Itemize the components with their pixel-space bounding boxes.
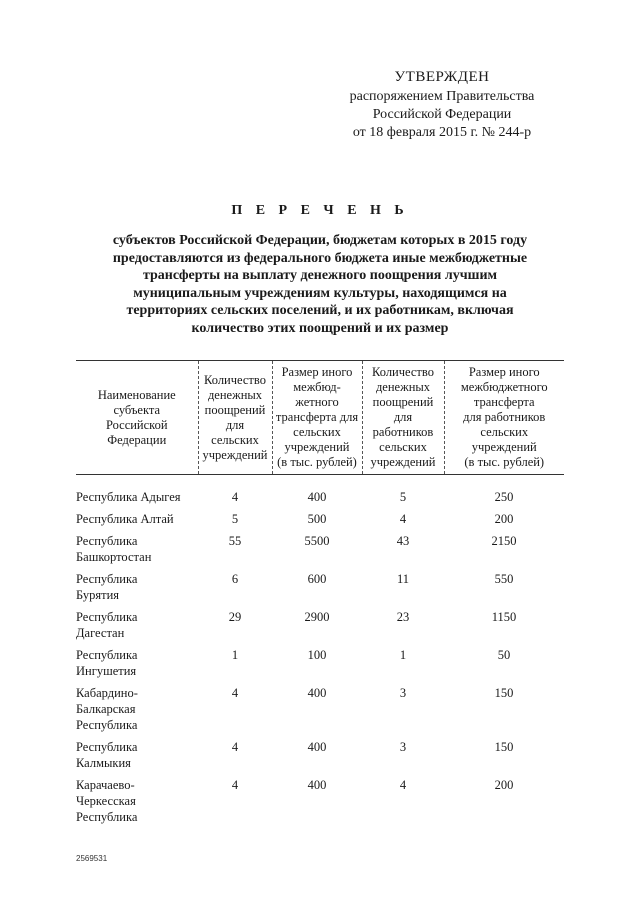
cell-subject-name: [76, 739, 198, 777]
column-header-line: межбюд-: [293, 380, 341, 394]
approval-line: от 18 февраля 2015 г. № 244-р: [352, 125, 532, 140]
cell-awards-institutions: 1: [231, 648, 239, 662]
cell-awards-institutions: 4: [231, 740, 239, 754]
subject-name-line: Республика: [76, 610, 138, 624]
table-row: [76, 777, 564, 831]
cell-transfer-institutions: 5500: [304, 534, 330, 548]
table-row: [76, 739, 564, 777]
approval-line: распоряжением Правительства: [349, 89, 535, 104]
subject-name-line: Республика Алтай: [76, 512, 174, 526]
cell-transfer-institutions: 100: [307, 648, 327, 662]
subject-name-line: Бурятия: [76, 588, 120, 602]
cell-awards-workers: 3: [399, 740, 407, 754]
cell-transfer-workers: 200: [494, 778, 514, 792]
table-row: [76, 489, 564, 511]
subject-name-line: Башкортостан: [76, 550, 152, 564]
cell-transfer-institutions: 2900: [304, 610, 330, 624]
allocation-table: [76, 360, 564, 831]
column-header-line: учреждений: [202, 447, 268, 462]
column-header-line: Количество: [204, 372, 266, 387]
cell-awards-institutions: 55: [228, 534, 242, 548]
subtitle-line: субъектов Российской Федерации, бюджетам которых в 2015 году: [112, 233, 528, 248]
column-header-line: Размер иного: [281, 365, 353, 379]
column-header-line: сельских: [379, 440, 427, 454]
cell-awards-institutions: 6: [231, 572, 239, 586]
column-header-line: Наименование: [97, 387, 176, 402]
cell-awards-institutions: 4: [231, 490, 239, 504]
cell-subject-name: [76, 647, 198, 685]
cell-transfer-workers: 250: [494, 490, 514, 504]
subtitle-line: трансферты на выплату денежного поощрения лучшим: [142, 268, 498, 283]
table-row: [76, 533, 564, 571]
column-header-line: Федерации: [107, 432, 167, 447]
subject-name-line: Дагестан: [76, 626, 125, 640]
column-header-line: поощрений: [372, 395, 434, 409]
cell-transfer-workers: 50: [497, 648, 511, 662]
cell-subject-name: [76, 533, 198, 571]
subject-name-line: Республика: [76, 648, 138, 662]
column-header-transfer-workers: [444, 361, 564, 475]
column-header-line: для: [393, 410, 413, 424]
cell-transfer-workers: 200: [494, 512, 514, 526]
column-header-line: денежных: [375, 380, 431, 394]
cell-transfer-workers: 1150: [491, 610, 517, 624]
cell-awards-workers: 11: [396, 572, 410, 586]
cell-transfer-institutions: 400: [307, 686, 327, 700]
cell-transfer-institutions: 400: [307, 740, 327, 754]
cell-transfer-workers: 150: [494, 686, 514, 700]
column-header-line: трансферта: [473, 395, 535, 409]
column-header-line: для работников: [463, 410, 546, 424]
subject-name-line: Республика: [76, 534, 138, 548]
cell-transfer-institutions: 400: [307, 490, 327, 504]
column-header-line: (в тыс. рублей): [464, 455, 545, 469]
subject-name-line: Карачаево-: [76, 778, 135, 792]
table-row: [76, 511, 564, 533]
column-header-line: Размер иного: [468, 365, 540, 379]
cell-awards-workers: 1: [399, 648, 407, 662]
cell-awards-workers: 4: [399, 778, 407, 792]
subject-name-line: Ингушетия: [76, 664, 137, 678]
column-header-line: субъекта: [113, 402, 161, 417]
subtitle-line: территориях сельских поселений, и их работникам, включая: [126, 303, 514, 318]
table-row: [76, 647, 564, 685]
cell-awards-workers: 5: [399, 490, 407, 504]
subject-name-line: Республика: [76, 810, 138, 824]
column-header-awards-institutions: [198, 361, 272, 475]
column-header-line: учреждений: [471, 440, 537, 454]
subject-name-line: Черкесская: [76, 794, 136, 808]
cell-transfer-workers: 550: [494, 572, 514, 586]
subtitle-line: количество этих поощрений и их размер: [191, 320, 449, 336]
approval-line: Российской Федерации: [372, 107, 512, 122]
table-row: [76, 609, 564, 647]
approval-block: [332, 68, 552, 142]
cell-subject-name: [76, 685, 198, 739]
cell-awards-workers: 4: [399, 512, 407, 526]
column-header-line: (в тыс. рублей): [277, 455, 357, 469]
subject-name-line: Калмыкия: [76, 756, 131, 770]
column-header-line: Российской: [105, 417, 168, 432]
cell-awards-institutions: 4: [231, 778, 239, 792]
subject-name-line: Республика: [76, 718, 138, 732]
cell-awards-workers: 3: [399, 686, 407, 700]
cell-awards-institutions: 4: [231, 686, 239, 700]
column-header-awards-workers: [362, 361, 444, 475]
cell-awards-workers: 43: [396, 534, 410, 548]
cell-transfer-institutions: 600: [307, 572, 327, 586]
cell-transfer-institutions: 400: [307, 778, 327, 792]
column-header-line: для сельских: [211, 417, 259, 447]
cell-transfer-workers: 150: [494, 740, 514, 754]
cell-transfer-institutions: 500: [307, 512, 327, 526]
document-title: П Е Р Е Ч Е Н Ь: [231, 203, 409, 218]
table-body: [76, 475, 564, 832]
column-header-transfer-institutions: [272, 361, 362, 475]
subject-name-line: Балкарская: [76, 702, 136, 716]
cell-awards-workers: 23: [396, 610, 410, 624]
column-header-line: денежных: [207, 387, 263, 402]
subtitle-line: муниципальным учреждениям культуры, находящимся на: [133, 285, 507, 301]
cell-subject-name: [76, 511, 198, 533]
cell-subject-name: [76, 489, 198, 511]
column-header-line: работников: [372, 425, 434, 439]
cell-transfer-workers: 2150: [491, 534, 517, 548]
cell-subject-name: [76, 609, 198, 647]
table-row: [76, 685, 564, 739]
column-header-line: учреждений: [284, 440, 350, 454]
column-header-line: учреждений: [370, 455, 436, 469]
subject-name-line: Кабардино-: [76, 686, 138, 700]
approval-heading: УТВЕРЖДЕН: [394, 69, 490, 85]
cell-awards-institutions: 29: [228, 610, 242, 624]
subject-name-line: Республика: [76, 740, 138, 754]
table-header-row: [76, 361, 564, 475]
subtitle-line: предоставляются из федерального бюджета иные межбюджетные: [112, 250, 528, 266]
column-header-line: межбюджетного: [460, 380, 548, 394]
cell-subject-name: [76, 777, 198, 831]
subject-name-line: Республика: [76, 572, 138, 586]
column-header-line: жетного: [295, 395, 339, 409]
column-header-line: трансферта для: [275, 410, 359, 424]
table-row: [76, 571, 564, 609]
column-header-subject: [76, 361, 198, 475]
cell-subject-name: [76, 571, 198, 609]
column-header-line: Количество: [372, 365, 434, 379]
cell-awards-institutions: 5: [231, 512, 239, 526]
document-code: 2569531: [76, 854, 108, 863]
document-subtitle: [80, 232, 560, 337]
column-header-line: поощрений: [204, 402, 266, 417]
table-spacer-row: [76, 475, 564, 490]
column-header-line: сельских: [293, 425, 341, 439]
column-header-line: сельских: [480, 425, 529, 439]
subject-name-line: Республика Адыгея: [76, 490, 181, 504]
